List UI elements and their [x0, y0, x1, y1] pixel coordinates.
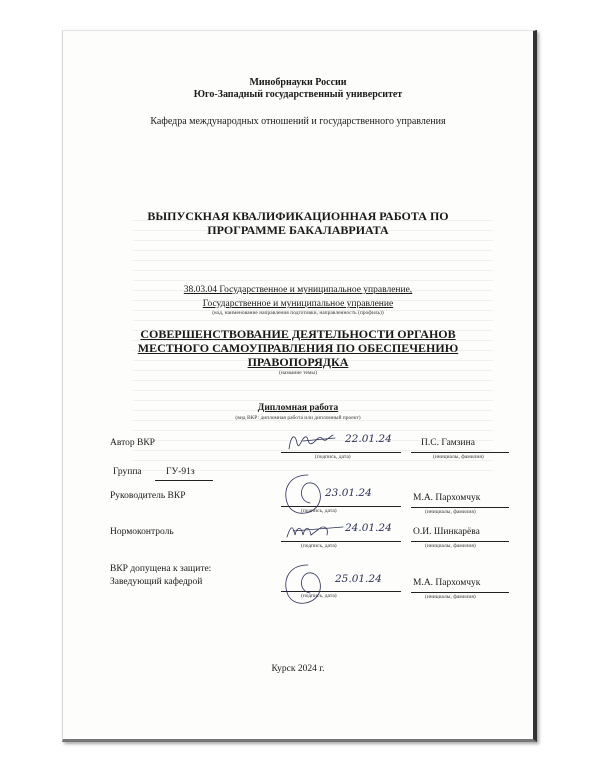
- admission-label: ВКР допущена к защите:: [110, 564, 212, 574]
- admission-signature: [278, 561, 338, 611]
- supervisor-label: Руководитель ВКР: [110, 491, 186, 501]
- department-head-name-caption: (инициалы, фамилия): [425, 594, 476, 600]
- normcontrol-signature: [283, 519, 353, 545]
- city-year: Курск 2024 г.: [271, 664, 325, 674]
- author-label: Автор ВКР: [110, 438, 155, 448]
- author-name: П.С. Гамзина: [421, 438, 475, 448]
- admission-date: 25.01.24: [335, 573, 382, 585]
- group-label: Группа: [113, 467, 142, 477]
- normcontrol-name: О.И. Шинкарёва: [413, 527, 480, 537]
- author-date: 22.01.24: [345, 433, 392, 445]
- supervisor-name-caption: (инициалы, фамилия): [425, 509, 476, 515]
- direction-caption: (код, наименование направления подготовки, направленность (профиль)): [212, 310, 384, 316]
- topic-line1: СОВЕРШЕНСТВОВАНИЕ ДЕЯТЕЛЬНОСТИ ОРГАНОВ: [140, 327, 456, 341]
- author-name-line: [411, 452, 509, 453]
- scan-margin: [0, 0, 62, 770]
- work-kind-caption: (вид ВКР: дипломная работа или дипломный проект): [235, 415, 361, 421]
- university-name: Юго-Западный государственный университет: [193, 89, 403, 100]
- department-name: Кафедра международных отношений и государственного управления: [150, 116, 446, 127]
- author-name-caption: (инициалы, фамилия): [433, 454, 484, 460]
- normcontrol-name-caption: (инициалы, фамилия): [425, 543, 476, 549]
- supervisor-signature-caption: (подпись, дата): [301, 508, 337, 514]
- supervisor-name: М.А. Пархомчук: [413, 493, 481, 503]
- supervisor-name-line: [411, 507, 509, 508]
- normcontrol-date: 24.01.24: [345, 522, 392, 534]
- work-kind-value: Дипломная работа: [257, 403, 339, 413]
- topic-line2: МЕСТНОГО САМОУПРАВЛЕНИЯ ПО ОБЕСПЕЧЕНИЮ: [137, 341, 459, 355]
- topic-line3: ПРАВОПОРЯДКА: [247, 355, 349, 369]
- department-head-label: Заведующий кафедрой: [110, 577, 203, 587]
- author-signature-caption: (подпись, дата): [315, 454, 351, 460]
- group-value: ГУ-91з: [166, 467, 195, 477]
- group-line: [155, 480, 213, 481]
- department-head-name: М.А. Пархомчук: [413, 578, 481, 588]
- normcontrol-label: Нормоконтроль: [110, 527, 174, 537]
- ministry-name: Минобрнауки России: [249, 77, 347, 88]
- supervisor-date: 23.01.24: [325, 487, 372, 499]
- work-type-title-line1: ВЫПУСКНАЯ КВАЛИФИКАЦИОННАЯ РАБОТА ПО: [147, 209, 449, 223]
- work-type-title-line2: ПРОГРАММЕ БАКАЛАВРИАТА: [207, 223, 389, 237]
- normcontrol-signature-caption: (подпись, дата): [301, 543, 337, 549]
- normcontrol-name-line: [411, 541, 509, 542]
- direction-line2: Государственное и муниципальное управление: [202, 299, 394, 309]
- direction-line1: 38.03.04 Государственное и муниципальное управление,: [183, 285, 413, 295]
- department-head-name-line: [411, 592, 509, 593]
- admission-signature-caption: (подпись, дата): [301, 593, 337, 599]
- topic-caption: (название темы): [279, 370, 317, 376]
- title-page: [62, 30, 537, 742]
